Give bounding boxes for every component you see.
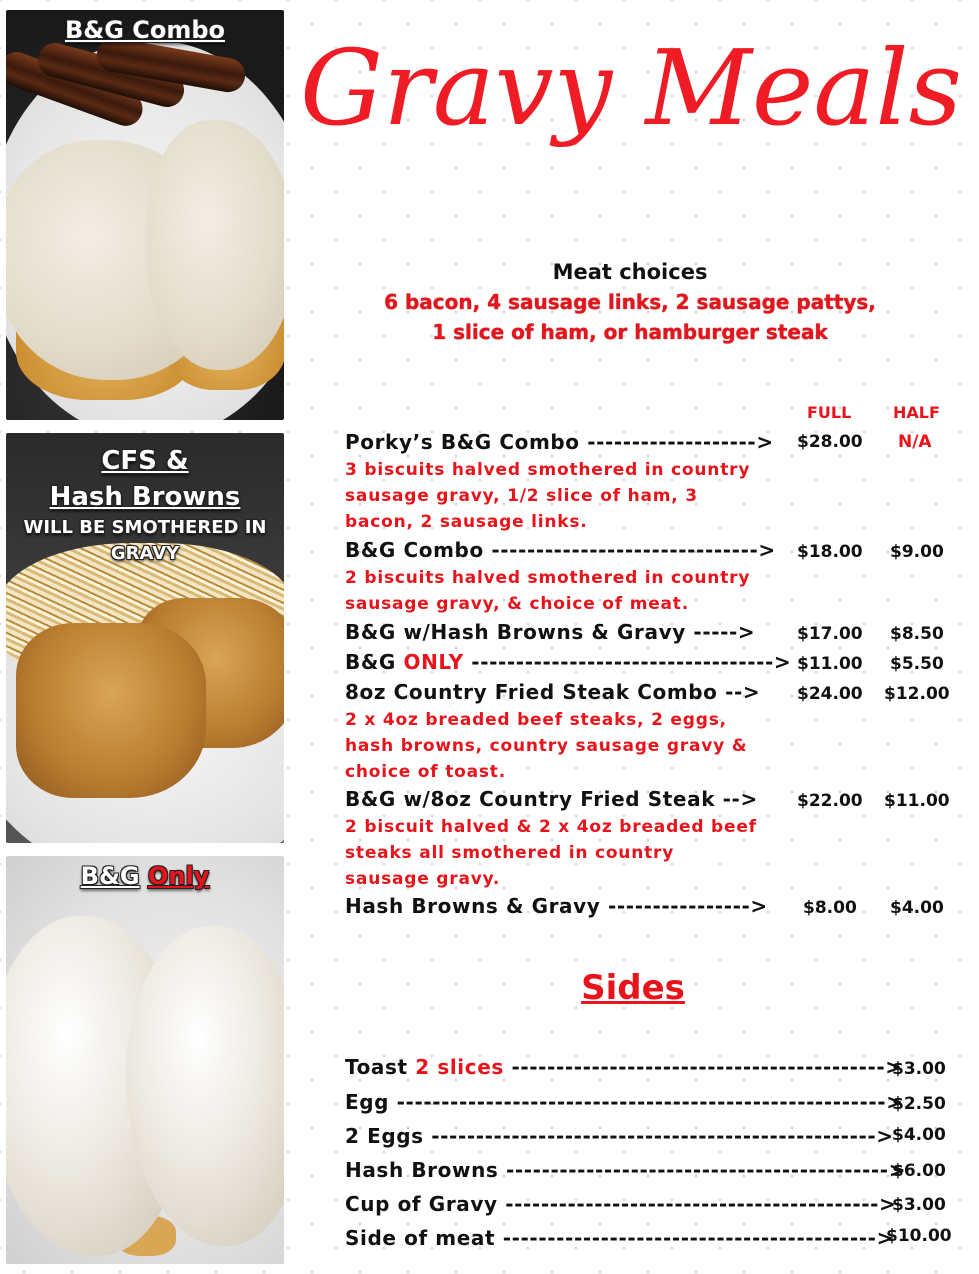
menu-item-description: choice of toast. bbox=[345, 762, 506, 782]
side-item-name: Side of meat ------------------------------------------> bbox=[345, 1226, 894, 1250]
side-item-name: 2 Eggs --------------------------------------------------> bbox=[345, 1124, 894, 1148]
side-price: $3.00 bbox=[892, 1059, 946, 1079]
side-item-name: Cup of Gravy ------------------------------------------> bbox=[345, 1192, 897, 1216]
price-half: $9.00 bbox=[890, 542, 944, 562]
price-half: $11.00 bbox=[884, 791, 950, 811]
gravy bbox=[146, 120, 284, 370]
photo-cfs-hash-browns bbox=[6, 433, 284, 843]
photo-bg-only bbox=[6, 856, 284, 1264]
meat-choices-line: 6 bacon, 4 sausage links, 2 sausage pattys, bbox=[384, 290, 876, 314]
column-header-half: HALF bbox=[893, 403, 940, 422]
side-item-name: Toast 2 slices ------------------------------------------> bbox=[345, 1055, 903, 1079]
menu-item-description: bacon, 2 sausage links. bbox=[345, 512, 588, 532]
menu-item-name: B&G w/Hash Browns & Gravy -----> bbox=[345, 620, 756, 644]
menu-item-description: sausage gravy. bbox=[345, 869, 501, 889]
column-header-full: FULL bbox=[807, 403, 852, 422]
menu-item-description: 2 x 4oz breaded beef steaks, 2 eggs, bbox=[345, 710, 727, 730]
side-price: $6.00 bbox=[892, 1161, 946, 1181]
menu-item-description: steaks all smothered in country bbox=[345, 843, 675, 863]
price-half: $5.50 bbox=[890, 654, 944, 674]
meat-choices-line: 1 slice of ham, or hamburger steak bbox=[432, 320, 828, 344]
price-full: $18.00 bbox=[797, 542, 863, 562]
price-half: $12.00 bbox=[884, 684, 950, 704]
side-item-name: Hash Browns -------------------------------------------> bbox=[345, 1158, 907, 1182]
page-title: Gravy Meals bbox=[300, 27, 963, 149]
price-full: $11.00 bbox=[797, 654, 863, 674]
price-full: $17.00 bbox=[797, 624, 863, 644]
sides-heading: Sides bbox=[581, 968, 685, 1008]
menu-item-description: 2 biscuits halved smothered in country bbox=[345, 568, 751, 588]
fried-steak bbox=[16, 623, 206, 798]
price-full: $24.00 bbox=[797, 684, 863, 704]
price-half: N/A bbox=[898, 432, 932, 452]
menu-item-name: Porky’s B&G Combo -------------------> bbox=[345, 430, 774, 454]
price-half: $4.00 bbox=[890, 898, 944, 918]
menu-item-name: B&G Combo ------------------------------> bbox=[345, 538, 776, 562]
side-price: $3.00 bbox=[892, 1195, 946, 1215]
price-half: $8.50 bbox=[890, 624, 944, 644]
side-price: $4.00 bbox=[892, 1125, 946, 1145]
menu-item-name: Hash Browns & Gravy ----------------> bbox=[345, 894, 768, 918]
menu-item-name: 8oz Country Fried Steak Combo --> bbox=[345, 680, 761, 704]
price-full: $8.00 bbox=[803, 898, 857, 918]
price-full: $28.00 bbox=[797, 432, 863, 452]
side-item-name: Egg -------------------------------------------------------> bbox=[345, 1090, 904, 1114]
side-price: $10.00 bbox=[886, 1226, 952, 1246]
photo-caption: B&G Combo bbox=[64, 16, 226, 44]
menu-item-description: sausage gravy, 1/2 slice of ham, 3 bbox=[345, 486, 698, 506]
meat-choices-heading: Meat choices bbox=[552, 260, 708, 284]
photo-caption: CFS & Hash Browns WILL BE SMOTHERED IN GRAVY bbox=[23, 446, 267, 564]
menu-item-description: 3 biscuits halved smothered in country bbox=[345, 460, 751, 480]
side-price: $2.50 bbox=[892, 1094, 946, 1114]
menu-item-name: B&G w/8oz Country Fried Steak --> bbox=[345, 787, 758, 811]
menu-item-description: hash browns, country sausage gravy & bbox=[345, 736, 748, 756]
price-full: $22.00 bbox=[797, 791, 863, 811]
photo-caption: B&G Only bbox=[80, 862, 210, 890]
menu-item-description: 2 biscuit halved & 2 x 4oz breaded beef bbox=[345, 817, 757, 837]
menu-item-description: sausage gravy, & choice of meat. bbox=[345, 594, 689, 614]
menu-item-name: B&G ONLY ----------------------------------> bbox=[345, 650, 792, 674]
photo-bg-combo bbox=[6, 10, 284, 420]
